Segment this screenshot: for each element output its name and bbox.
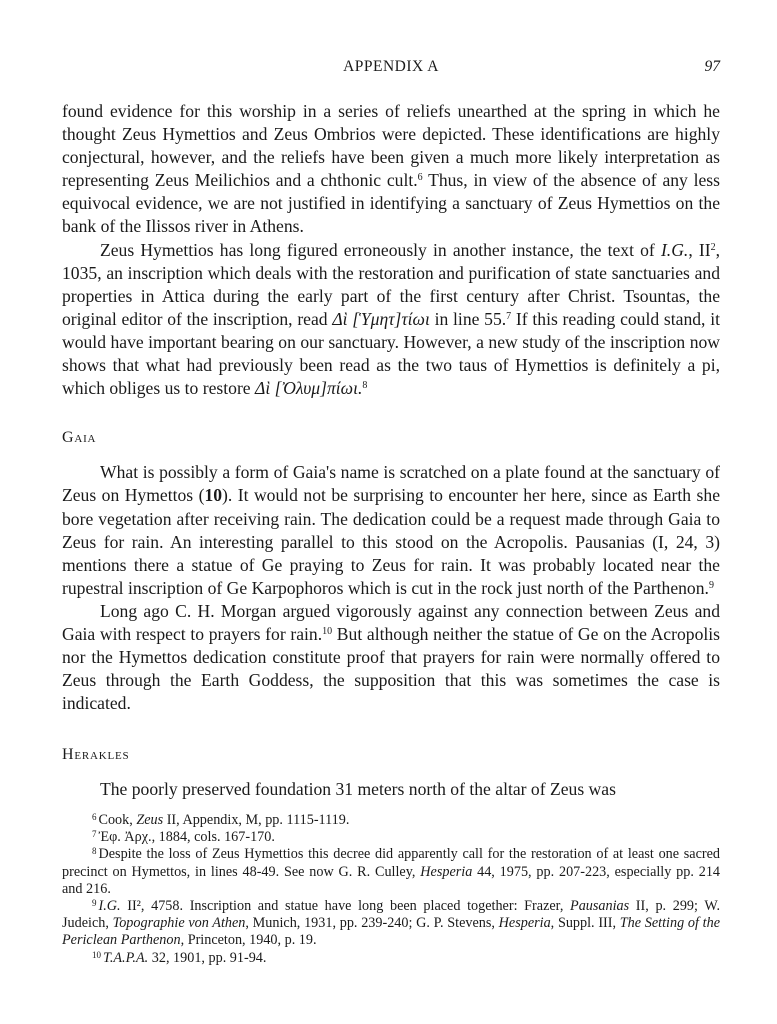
running-header [62,58,720,82]
footnotes [62,812,720,967]
footnote-ref[interactable]: 9 [708,579,714,591]
footnote-ref[interactable]: 6 [417,172,423,184]
footnote-ref[interactable]: 8 [362,380,368,392]
catalogue-number: 10 [204,485,223,506]
paragraph: What is possibly a form of Gaia's name is scratched on a plate found at the sanctuary of Zeus on Hymettos (10). It would not be surprising to encounter her here, since as Earth she bore vegetation after receiving rain. The dedication could be a request made through Gaia to Zeus for rain. An interesting parallel to this stood on the Acropolis. Pausanias (I, 24, 3) mentions there a statue of Ge praying to Zeus for rain. It was probably located near the rupestral inscription of Ge Karpophoros which is cut in the rock just north of the Parthenon.$^9$ [62,462,721,598]
paragraph: Zeus Hymettios has long figured erroneously in another instance, the text of I.G., $II^2$, 1035, an inscription which deals with the restoration and purification of state sanctuaries and properties in Attica during the early part of the first century after Christ. Tsountas, the original editor of the inscription, read Δὶ [Ὑμητ]τίωι in line 55.$^7$ If this reading could stand, it would have important bearing on our sanctuary. However, a new study of the inscription now shows that what had previously been read as the two taus of Hymettios is definitely a pi, which obliges us to restore Δὶ [Ὀλυμ]πίωι.$^8$ [62,239,720,399]
paragraph: found evidence for this worship in a series of reliefs unearthed at the spring in which he thought Zeus Hymettios and Zeus Ombrios were depicted. These identifications are highly conjectural, however, and the reliefs have been given a much more likely interpretation as representing Zeus Meilichios and a chthonic cult.$^6$ Thus, in view of the absence of any less equivocal evidence, we are not justified in identifying a sanctuary of Zeus Hymettios on the bank of the Ilissos river in Athens. [62,101,721,237]
footnote-ref[interactable]: 10 [322,625,333,637]
paragraph: The poorly preserved foundation 31 meters north of the altar of Zeus was [100,779,616,800]
footnote-ref[interactable]: 7 [506,310,512,322]
main-text [62,100,720,802]
paragraph: Long ago C. H. Morgan argued vigorously against any connection between Zeus and Gaia with respect to prayers for rain.$^{10}$ But although neither the statue of Ge on the Acropolis nor the Hymettos dedication constitute proof that prayers for rain were normally offered to Zeus through the Earth Goddess, the supposition that this was sometimes the case is indicated. [62,600,720,714]
section-heading-gaia: Gaia [62,429,97,447]
footnote: $^7$ Ἐφ. Ἀρχ., 1884, cols. 167-170. [92,829,275,846]
page-number: 97 [704,58,720,75]
running-title: APPENDIX A [343,58,439,75]
greek-text: Δὶ [Ὑμητ]τίωι [332,308,430,329]
greek-text: Δὶ [Ὀλυμ]πίωι. [255,378,363,399]
footnote: $^8$ Despite the loss of Zeus Hymettios this decree did apparently call for the restoration of at least one sacred precinct on Hymettos, in lines 48-49. See now G. R. Culley, Hesperia 44, 1975, pp. 207-223, especially pp. 214 and 216. [62,846,721,897]
footnote: $^{10}$ T.A.P.A. 32, 1901, pp. 91-94. [92,949,267,966]
page [62,58,720,802]
section-heading-herakles: Herakles [62,746,130,764]
footnote: $^9$ I.G. II², 4758. Inscription and statue have long been placed together: Frazer, Pausanias II, p. 299; W. Judeich, Topographie von Athen, Munich, 1931, pp. 239-240; G. P. Stevens, Hesperia, Suppl. III, The Setting of the Periclean Parthenon, Princeton, 1940, p. 19. [62,898,721,949]
footnote: $^6$ Cook, Zeus II, Appendix, M, pp. 1115-1119. [92,812,350,828]
